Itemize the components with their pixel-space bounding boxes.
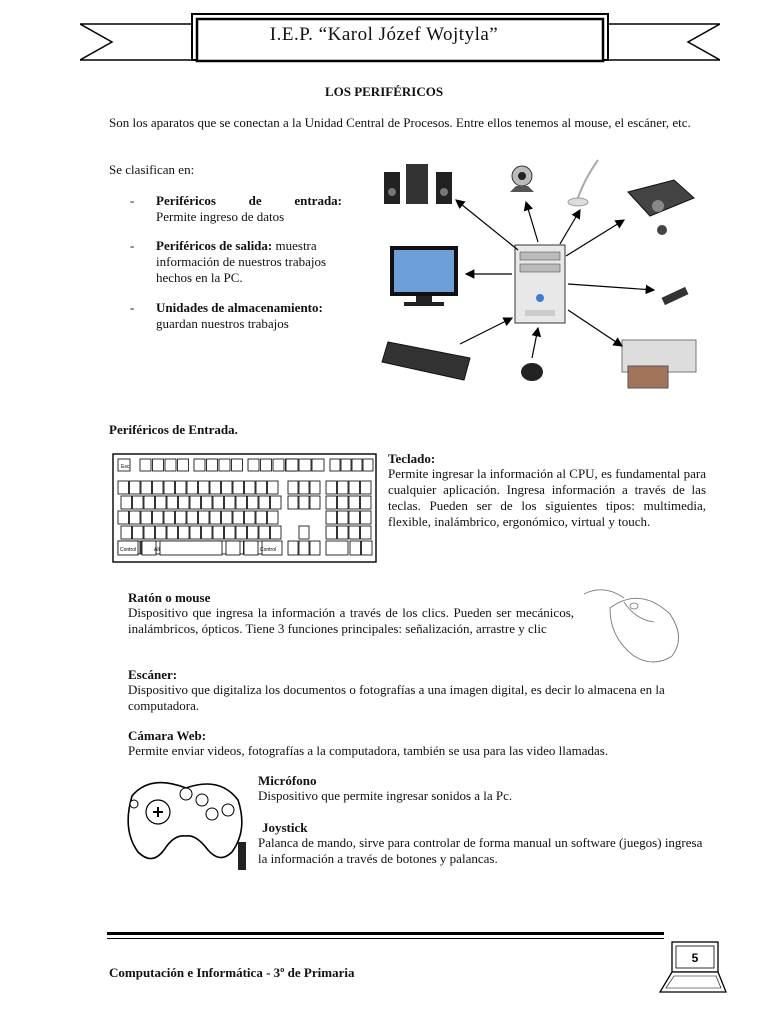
keyboard-key (261, 459, 272, 471)
cpu-tower-icon (515, 245, 565, 323)
keyboard-key (248, 526, 259, 539)
keyboard-key (207, 459, 218, 471)
projector-icon (628, 180, 694, 235)
escaner-text: Dispositivo que digitaliza los documentos o fotografías a una imagen digital, es decir lo almacena en la computadora. (128, 682, 665, 713)
list-item-text: muestra información de nuestros trabajos hechos en la PC. (156, 238, 327, 285)
joystick-title: Joystick (262, 820, 308, 835)
keyboard-key (361, 481, 372, 494)
keyboard-key (164, 481, 175, 494)
keyboard-key (190, 496, 201, 509)
list-item: - Periféricos de entrada: Permite ingreso de datos (130, 193, 342, 224)
keyboard-key (341, 459, 351, 471)
page-number: 5 (691, 951, 699, 965)
keyboard-key (213, 496, 224, 509)
monitor-icon (390, 246, 458, 306)
keyboard-key (361, 526, 372, 539)
keyboard-key (310, 496, 320, 509)
keyboard-key (153, 481, 164, 494)
keyboard-key (130, 511, 141, 524)
keyboard-key (233, 511, 244, 524)
keyboard-key (130, 481, 141, 494)
list-item-title: Unidades de almacenamiento: (156, 300, 323, 315)
keyboard-key (288, 541, 298, 555)
list-item: - Unidades de almacenamiento: guardan nuestros trabajos (130, 300, 342, 332)
laptop-icon (656, 940, 728, 1000)
escaner-title: Escáner: (128, 667, 178, 682)
keyboard-key (167, 496, 178, 509)
keyboard-key (118, 481, 129, 494)
keyboard-key (326, 541, 348, 555)
keyboard-key (310, 481, 320, 494)
keyboard-key (121, 526, 132, 539)
keyboard-key (349, 526, 360, 539)
keyboard-key (288, 496, 298, 509)
usb-drive-icon (662, 287, 689, 305)
keyboard-key (268, 511, 279, 524)
keyboard-key (210, 481, 221, 494)
keyboard-key (202, 496, 213, 509)
printer-icon (622, 340, 696, 388)
alt-key-label: Alt (154, 547, 160, 553)
list-item-title: Periféricos de salida: (156, 238, 273, 253)
esc-key-label: Esc (121, 464, 130, 470)
keyboard-key (299, 526, 309, 539)
keyboard-diagram (112, 453, 377, 563)
raton-title: Ratón o mouse (128, 590, 211, 605)
keyboard-key (288, 481, 298, 494)
mouse-icon (521, 363, 543, 381)
keyboard-key (236, 526, 247, 539)
keyboard-key (118, 511, 129, 524)
ctrl-right-key-label: Control (260, 547, 277, 553)
keyboard-key (190, 526, 201, 539)
keyboard-key (244, 541, 258, 555)
camara-title: Cámara Web: (128, 728, 207, 743)
keyboard-key (326, 526, 337, 539)
microfono-title: Micrófono (258, 773, 317, 788)
keyboard-key (245, 511, 256, 524)
classify-label: Se clasifican en: (109, 162, 195, 177)
keyboard-key (338, 481, 349, 494)
keyboard-key (141, 481, 152, 494)
page-title: LOS PERIFÉRICOS (324, 84, 444, 99)
keyboard-key (350, 541, 361, 555)
keyboard-key (133, 526, 144, 539)
mouse-drawing-icon (580, 584, 688, 666)
keyboard-key (352, 459, 362, 471)
keyboard-key (299, 496, 309, 509)
keyboard-key (222, 481, 233, 494)
keyboard-key (144, 496, 155, 509)
keyboard-key (187, 481, 198, 494)
footer-text: Computación e Informática - 3º de Primaria (109, 965, 355, 980)
speakers-icon (384, 164, 452, 204)
keyboard-key (363, 459, 373, 471)
keyboard-key (338, 496, 349, 509)
keyboard-key (349, 481, 360, 494)
list-item-text: Permite ingreso de datos (156, 209, 285, 224)
keyboard-key (236, 496, 247, 509)
keyboard-key (176, 511, 187, 524)
footer-rule-thin (107, 938, 664, 939)
keyboard-key (153, 459, 164, 471)
keyboard-key (268, 481, 279, 494)
keyboard-key (338, 511, 349, 524)
keyboard-key (167, 526, 178, 539)
list-item-title: Periféricos de entrada: (156, 193, 342, 208)
keyboard-key (187, 511, 198, 524)
keyboard-key (349, 496, 360, 509)
keyboard-key (140, 459, 151, 471)
keyboard-key (233, 481, 244, 494)
keyboard-key (248, 459, 259, 471)
keyboard-key (361, 496, 372, 509)
keyboard-key (256, 481, 267, 494)
joystick-drawing-icon (120, 770, 250, 874)
section-title: Periféricos de Entrada. (109, 422, 238, 437)
camara-text: Permite enviar videos, fotografías a la computadora, también se usa para las video llamadas. (128, 743, 609, 758)
keyboard-key (225, 526, 236, 539)
keyboard-key (121, 496, 132, 509)
keyboard-key (326, 481, 337, 494)
keyboard-key (330, 459, 340, 471)
keyboard-key (286, 459, 298, 471)
keyboard-key (299, 541, 309, 555)
keyboard-key (259, 526, 270, 539)
keyboard-key (179, 496, 190, 509)
keyboard-key (226, 541, 240, 555)
school-name: I.E.P. “Karol Józef Wojtyla” (269, 24, 499, 45)
keyboard-key (176, 481, 187, 494)
keyboard-key (225, 496, 236, 509)
keyboard-key (213, 526, 224, 539)
joystick-text: Palanca de mando, sirve para controlar de forma manual un software (juegos) ingresa la información a través de botones y palancas. (258, 835, 703, 866)
keyboard-key (256, 511, 267, 524)
keyboard-key (312, 459, 324, 471)
keyboard-key (271, 526, 282, 539)
intro-paragraph: Son los aparatos que se conectan a la Unidad Central de Procesos. Entre ellos tenemos al mouse, el escáner, etc. (109, 115, 691, 130)
ctrl-left-key-label: Control (120, 547, 137, 553)
webcam-icon (510, 166, 534, 192)
keyboard-key (248, 496, 259, 509)
teclado-title: Teclado: (388, 451, 436, 466)
keyboard-key (326, 496, 337, 509)
raton-text: Dispositivo que ingresa la información a través de los clics. Pueden ser mecánicos, inalámbricos, ópticos. Tiene 3 funciones principales: señalización, arrastre y clic (128, 605, 574, 636)
list-item-text: guardan nuestros trabajos (156, 316, 289, 331)
keyboard-key (326, 511, 337, 524)
footer-rule (107, 932, 664, 935)
keyboard-key (232, 459, 243, 471)
microfono-text: Dispositivo que permite ingresar sonidos a la Pc. (258, 788, 513, 803)
keyboard-key (164, 511, 175, 524)
keyboard-key (133, 496, 144, 509)
keyboard-key (144, 526, 155, 539)
keyboard-key (141, 511, 152, 524)
keyboard-key (160, 541, 222, 555)
keyboard-key (202, 526, 213, 539)
keyboard-key (273, 459, 284, 471)
keyboard-key (362, 541, 373, 555)
keyboard-key (310, 541, 320, 555)
keyboard-key (153, 511, 164, 524)
teclado-text: Permite ingresar la información al CPU, es fundamental para cualquier aplicación. Ingresa información a través de las teclas. Pueden ser de los siguientes tipos: multimedia, flexible, inalámbrico, ergonómico, virtual y touch. (388, 466, 706, 529)
keyboard-key (210, 511, 221, 524)
keyboard-key (299, 459, 311, 471)
microphone-icon (568, 160, 598, 206)
keyboard-key (222, 511, 233, 524)
keyboard-key (259, 496, 270, 509)
keyboard-key (156, 526, 167, 539)
keyboard-key (219, 459, 230, 471)
keyboard-key (156, 496, 167, 509)
keyboard-key (361, 511, 372, 524)
keyboard-key (165, 459, 176, 471)
list-item: - Periféricos de salida: muestra información de nuestros trabajos hechos en la PC. (130, 238, 327, 285)
keyboard-key (349, 511, 360, 524)
keyboard-icon (382, 342, 470, 380)
keyboard-key (178, 459, 189, 471)
keyboard-key (271, 496, 282, 509)
keyboard-key (199, 481, 210, 494)
keyboard-key (194, 459, 205, 471)
keyboard-key (338, 526, 349, 539)
keyboard-key (179, 526, 190, 539)
peripherals-diagram (370, 140, 720, 400)
keyboard-key (199, 511, 210, 524)
keyboard-key (299, 481, 309, 494)
keyboard-key (245, 481, 256, 494)
